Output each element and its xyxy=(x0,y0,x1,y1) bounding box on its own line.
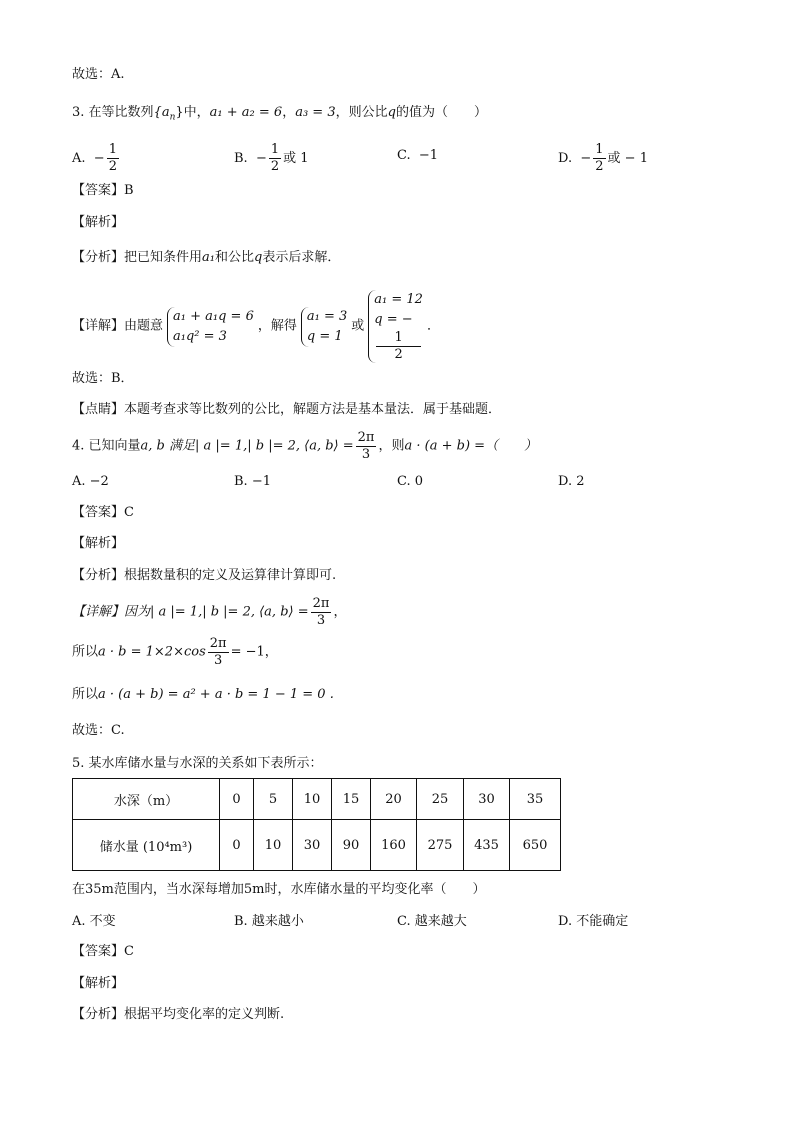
analysis-text: 【分析】根据平均变化率的定义判断. xyxy=(72,1007,285,1022)
table-cell: 0 xyxy=(220,820,254,871)
option-5d: D. 不能确定 xyxy=(558,914,629,929)
row-header: 水深（m） xyxy=(73,779,220,820)
table-cell: 10 xyxy=(254,820,293,871)
answer-label: 【答案】B xyxy=(72,183,134,198)
answer-label: 【答案】C xyxy=(72,944,134,959)
table-cell: 20 xyxy=(371,779,417,820)
fraction: 1 2 xyxy=(376,330,421,363)
equation-system: a₁ + a₁q = 6 a₁q² = 3 xyxy=(167,307,254,347)
data-table xyxy=(72,778,561,871)
analysis-label: 【解析】 xyxy=(72,976,125,991)
question-5: 5. 某水库储水量与水深的关系如下表所示： xyxy=(72,756,323,771)
answer-label: 【答案】C xyxy=(72,505,134,520)
question-3: 3. 在等比数列$\{a_n\}$中，a₁ + a₂ = 6，a₃ = 3，则公比q的值为（ ） xyxy=(72,105,487,123)
option-4c: C. 0 xyxy=(397,474,424,489)
table-cell: 25 xyxy=(417,779,464,820)
fraction: $\frac{1}{2}$ xyxy=(108,142,117,174)
answer-line: 故选：A. xyxy=(72,67,125,82)
option-3a: A. − $\frac{1}{2}$ xyxy=(72,142,117,174)
option-5c: C. 越来越大 xyxy=(397,914,467,929)
table-cell: 435 xyxy=(464,820,510,871)
table-cell: 275 xyxy=(417,820,464,871)
table-cell: 5 xyxy=(254,779,293,820)
option-3c: C. −1 xyxy=(397,148,439,163)
fraction: $\frac{1}{2}$ xyxy=(270,142,280,174)
question-5-text: 在35m范围内，当水深每增加5m时，水库储水量的平均变化率（ ） xyxy=(72,882,486,897)
table-cell: 650 xyxy=(510,820,561,871)
analysis-text: 【分析】根据数量积的定义及运算律计算即可. xyxy=(72,568,337,583)
option-3b: B. − $\frac{1}{2}$ 或 1 xyxy=(234,142,309,174)
option-3d: D. − $\frac{1}{2}$ 或 − 1 xyxy=(558,142,648,174)
fraction: $\frac{2\pi}{3}$ xyxy=(312,596,330,628)
remark-text: 【点睛】本题考查求等比数列的公比，解题方法是基本量法．属于基础题． xyxy=(72,402,502,417)
table-row xyxy=(73,820,561,871)
option-4b: B. −1 xyxy=(234,474,271,489)
fraction: $\frac{1}{2}$ xyxy=(595,142,604,174)
option-5a: A. 不变 xyxy=(72,914,116,929)
answer-line: 故选：B． xyxy=(72,371,134,386)
fraction: $\frac{2\pi}{3}$ xyxy=(357,430,375,462)
solution-step: 所以a · (a + b) = a² + a · b = 1 − 1 = 0 . xyxy=(72,687,334,702)
fraction: $\frac{2\pi}{3}$ xyxy=(209,636,227,668)
solution-step: 所以a · b = 1×2×cos $\frac{2\pi}{3}$ = −1， xyxy=(72,636,278,668)
answer-line: 故选：C. xyxy=(72,723,125,738)
detail-3: 【详解】由题意 a₁ + a₁q = 6 a₁q² = 3 ，解得 a₁ = 3 q = 1 或 a₁ = 12 q = − 1 2 ． xyxy=(72,292,440,362)
table-cell: 0 xyxy=(220,779,254,820)
table-cell: 160 xyxy=(371,820,417,871)
equation-system: a₁ = 3 q = 1 xyxy=(301,307,347,347)
table-cell: 15 xyxy=(332,779,371,820)
analysis-label: 【解析】 xyxy=(72,536,125,551)
table-cell: 90 xyxy=(332,820,371,871)
option-4d: D. 2 xyxy=(558,474,585,489)
detail-4: 【详解】因为| a |= 1,| b |= 2, ⟨a, b⟩ = $\frac{2\pi}{3}$ ， xyxy=(72,596,347,628)
row-header: 储水量 (10⁴m³) xyxy=(73,820,220,871)
table-cell: 35 xyxy=(510,779,561,820)
equation-system: a₁ = 12 q = − 1 2 xyxy=(368,290,423,363)
option-4a: A. −2 xyxy=(72,474,109,489)
analysis-text: 【分析】把已知条件用a₁和公比q表示后求解． xyxy=(72,250,341,265)
table-cell: 30 xyxy=(464,779,510,820)
option-5b: B. 越来越小 xyxy=(234,914,304,929)
question-4: 4. 已知向量a, b 满足| a |= 1,| b |= 2, ⟨a, b⟩ = $\frac{2\pi}{3}$ ，则a · (a + b) =（ ） xyxy=(72,430,538,462)
table-row xyxy=(73,779,561,820)
table-cell: 10 xyxy=(293,779,332,820)
table-cell: 30 xyxy=(293,820,332,871)
analysis-label: 【解析】 xyxy=(72,215,125,230)
